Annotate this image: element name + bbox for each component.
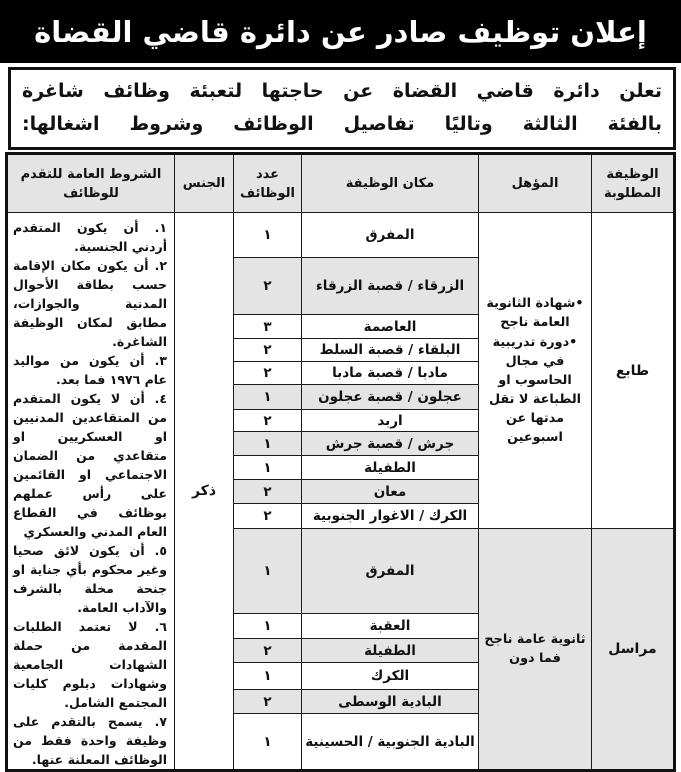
qualification-line: •دورة تدريبية في مجال الحاسوب او الطباعة لا تقل مدتها عن اسبوعين: [488, 335, 582, 445]
condition-item: ٣. أن يكون من مواليد عام ١٩٧٦ فما بعد.: [13, 353, 167, 387]
location-cell: العاصمة: [302, 315, 479, 339]
location-cell: مادبا / قصبة مادبا: [302, 362, 479, 385]
jobs-table-header: [7, 154, 675, 213]
condition-item: ٢. أن يكون مكان الإقامة حسب بطاقة الأحوال المدنية والجوازات، مطابق لمكان الوظيفة الشاغرة.: [13, 258, 167, 349]
condition-item: ٥. أن يكون لائق صحيا وغير محكوم بأي جناية او جنحة مخلة بالشرف والآداب العامة.: [13, 543, 167, 615]
job-cell: طابع: [592, 213, 675, 529]
table-row: [7, 213, 675, 258]
location-cell: العقبة: [302, 614, 479, 639]
location-cell: البادية الوسطى: [302, 690, 479, 714]
intro-text-line-2: بالفئة الثالثة وتاليًا تفاصيل الوظائف وشروط اشغالها:: [22, 113, 662, 135]
location-cell: معان: [302, 480, 479, 504]
location-cell: الطفيلة: [302, 456, 479, 480]
header-conditions: الشروط العامة للتقدم للوظائف: [7, 154, 175, 213]
count-cell: ٢: [234, 639, 302, 663]
count-cell: ١: [234, 529, 302, 614]
location-cell: جرش / قصبة جرش: [302, 432, 479, 456]
location-cell: الزرقاء / قصبة الزرقاء: [302, 258, 479, 315]
location-cell: المفرق: [302, 213, 479, 258]
location-cell: البلقاء / قصبة السلط: [302, 339, 479, 362]
condition-item: ٧. يسمح بالتقدم على وظيفة واحدة فقط من الوظائف المعلنة عنها.: [13, 714, 167, 767]
job-cell: مراسل: [592, 529, 675, 771]
count-cell: ١: [234, 714, 302, 771]
condition-item: ١. أن يكون المتقدم أردني الجنسية.: [13, 220, 167, 254]
jobs-table: [5, 152, 676, 772]
location-cell: الكرك: [302, 663, 479, 690]
intro-text-line-1: تعلن دائرة قاضي القضاة عن حاجتها لتعبئة وظائف شاغرة: [22, 80, 662, 102]
count-cell: ٢: [234, 339, 302, 362]
count-cell: ٢: [234, 480, 302, 504]
condition-item: ٤. أن لا يكون المتقدم من المتقاعدين المدنيين او العسكريين او متقاعدي من الضمان الاجتماعي او القائمين على رأس عملهم بوظائف في القطاع العام المدني والعسكري: [13, 391, 167, 539]
announcement-title: إعلان توظيف صادر عن دائرة قاضي القضاة: [34, 14, 647, 49]
header-job: الوظيفة المطلوبة: [592, 154, 675, 213]
count-cell: ١: [234, 385, 302, 410]
location-cell: البادية الجنوبية / الحسينية: [302, 714, 479, 771]
count-cell: ١: [234, 456, 302, 480]
location-cell: الكرك / الاغوار الجنوبية: [302, 504, 479, 529]
count-cell: ١: [234, 213, 302, 258]
count-cell: ٢: [234, 362, 302, 385]
count-cell: ١: [234, 614, 302, 639]
gender-cell: ذكر: [175, 213, 234, 771]
qualification-cell: [479, 529, 592, 771]
conditions-cell: [7, 213, 175, 771]
count-cell: ٢: [234, 258, 302, 315]
condition-item: ٦. لا تعتمد الطلبات المقدمة من حملة الشهادات الجامعية وشهادات دبلوم كليات المجتمع الشامل.: [13, 619, 167, 710]
intro-box: [8, 67, 676, 150]
location-cell: المفرق: [302, 529, 479, 614]
jobs-table-body: [7, 213, 675, 771]
count-cell: ١: [234, 663, 302, 690]
header-qualification: المؤهل: [479, 154, 592, 213]
header-location: مكان الوظيفة: [302, 154, 479, 213]
count-cell: ٢: [234, 410, 302, 432]
qualification-line: ثانوية عامة ناجح فما دون: [484, 632, 586, 666]
count-cell: ٢: [234, 690, 302, 714]
header-row: [7, 154, 675, 213]
count-cell: ٣: [234, 315, 302, 339]
announcement-title-bar: [0, 0, 681, 63]
location-cell: عجلون / قصبة عجلون: [302, 385, 479, 410]
qualification-cell: [479, 213, 592, 529]
count-cell: ١: [234, 432, 302, 456]
header-gender: الجنس: [175, 154, 234, 213]
count-cell: ٢: [234, 504, 302, 529]
qualification-line: •شهادة الثانوية العامة ناجح: [486, 296, 584, 330]
location-cell: اربد: [302, 410, 479, 432]
header-count: عدد الوظائف: [234, 154, 302, 213]
location-cell: الطفيلة: [302, 639, 479, 663]
